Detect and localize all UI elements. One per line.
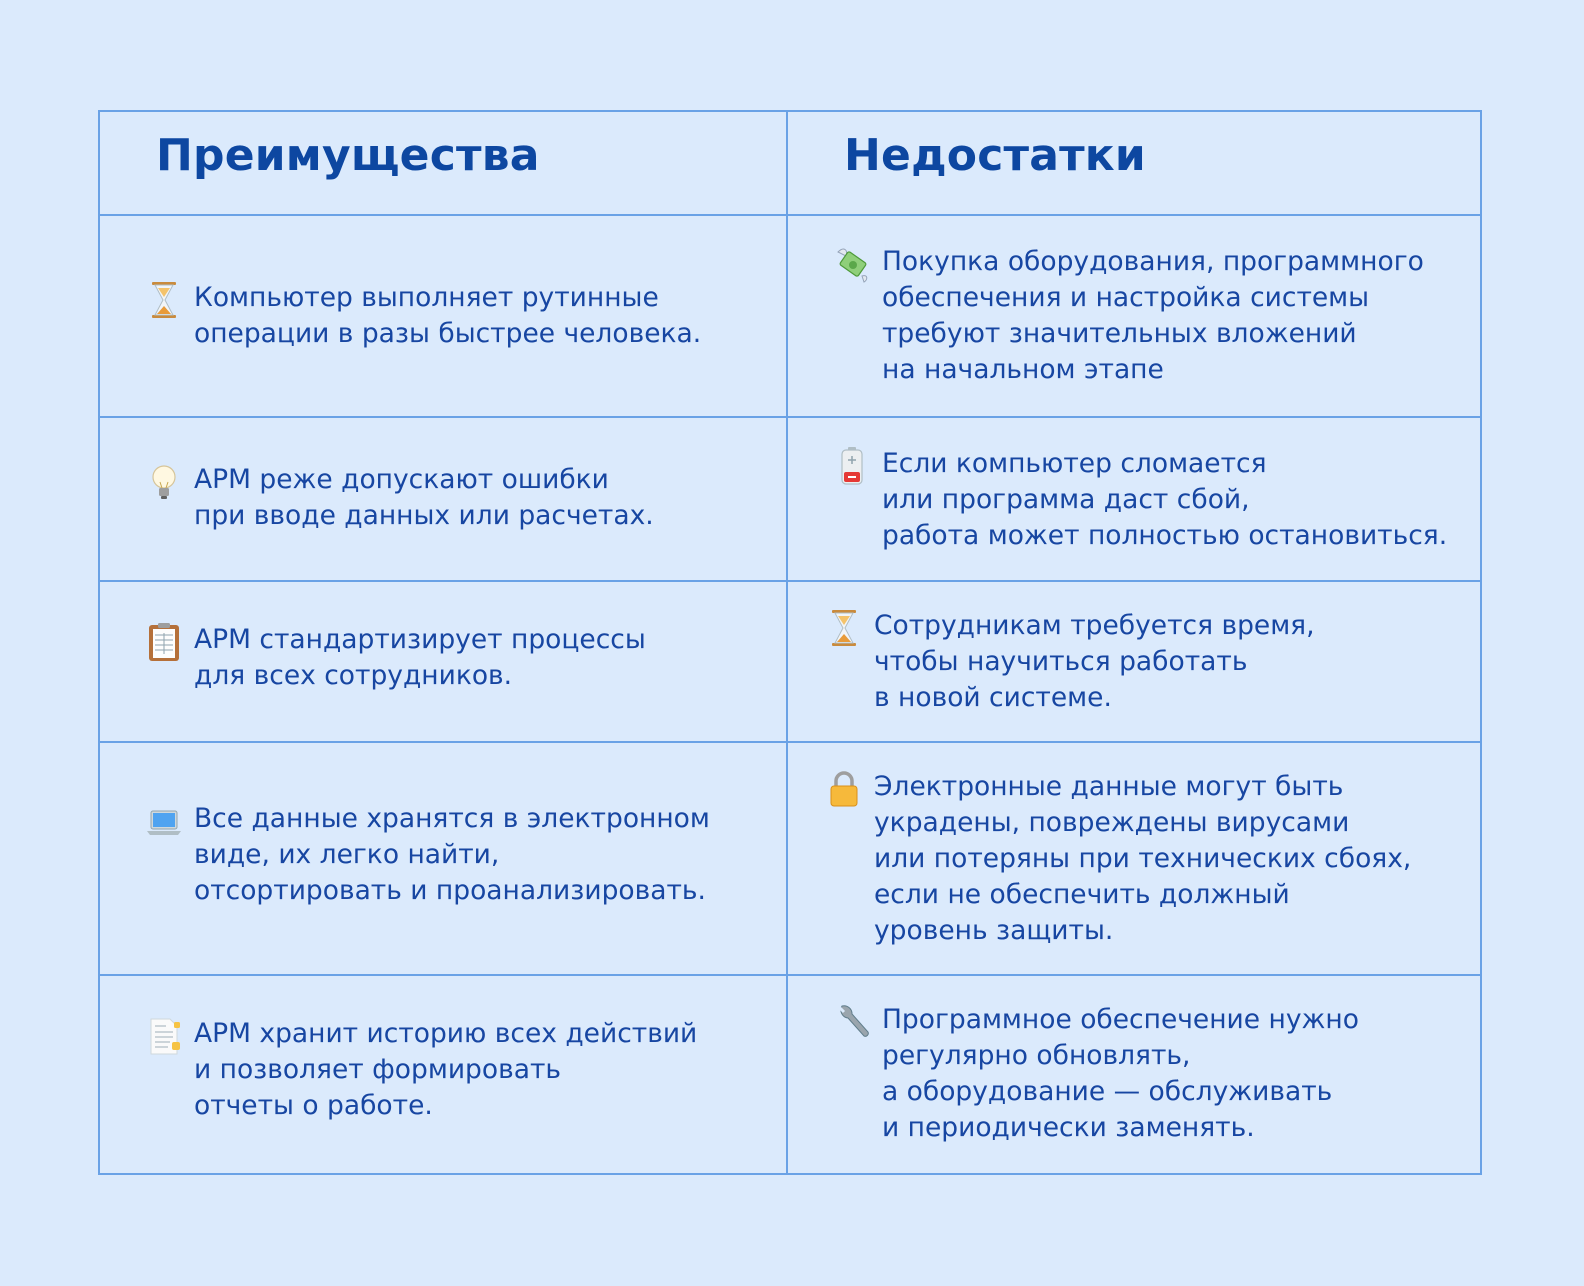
advantage-item [144, 1016, 697, 1124]
table-row [100, 974, 1480, 1173]
advantage-item [144, 462, 654, 534]
advantage-text: Все данные хранятся в электронном виде, их легко найти, отсортировать и проанализировать. [194, 803, 710, 906]
advantage-cell [100, 418, 788, 580]
advantage-text: АРМ реже допускают ошибки при вводе данных или расчетах. [194, 464, 654, 531]
light-bulb-icon [144, 462, 184, 502]
advantage-item [144, 622, 646, 694]
lock-icon [824, 769, 864, 809]
disadvantage-cell [788, 582, 1480, 741]
low-battery-icon [832, 446, 872, 486]
hourglass-icon [824, 608, 864, 648]
table-row [100, 741, 1480, 974]
table-header [100, 112, 1480, 214]
advantage-text: АРМ хранит историю всех действий и позволяет формировать отчеты о работе. [194, 1018, 698, 1121]
header-cell-advantages [100, 112, 788, 214]
header-cell-disadvantages [788, 112, 1480, 214]
disadvantage-item [832, 446, 1447, 554]
advantages-title: Преимущества [156, 130, 540, 181]
disadvantage-text: Электронные данные могут быть украдены, повреждены вирусами или потеряны при технических сбоях, если не обеспечить должный уровень защиты. [874, 771, 1412, 946]
advantage-item [144, 280, 701, 352]
pros-cons-table [98, 110, 1482, 1175]
money-with-wings-icon [832, 244, 872, 284]
advantage-text: АРМ стандартизирует процессы для всех сотрудников. [194, 624, 646, 691]
disadvantage-text: Покупка оборудования, программного обеспечения и настройка системы требуют значительных вложений на начальном этапе [882, 246, 1424, 385]
advantage-cell [100, 976, 788, 1173]
clipboard-icon [144, 622, 184, 662]
disadvantage-cell [788, 418, 1480, 580]
disadvantage-cell [788, 743, 1480, 974]
table-row [100, 416, 1480, 580]
table-row [100, 580, 1480, 741]
disadvantage-item [832, 1002, 1359, 1146]
disadvantage-item [824, 608, 1315, 716]
advantage-item [144, 801, 710, 909]
disadvantage-cell [788, 216, 1480, 416]
disadvantage-cell [788, 976, 1480, 1173]
disadvantage-text: Программное обеспечение нужно регулярно обновлять, а оборудование — обслуживать и периодически заменять. [882, 1004, 1359, 1143]
disadvantages-title: Недостатки [844, 130, 1146, 181]
hourglass-icon [144, 280, 184, 320]
wrench-icon [832, 1002, 872, 1042]
disadvantage-text: Если компьютер сломается или программа даст сбой, работа может полностью остановиться. [882, 448, 1448, 551]
table-row [100, 214, 1480, 416]
document-icon [144, 1016, 184, 1056]
disadvantage-item [832, 244, 1424, 388]
advantage-cell [100, 743, 788, 974]
advantage-cell [100, 582, 788, 741]
advantage-text: Компьютер выполняет рутинные операции в разы быстрее человека. [194, 282, 702, 349]
disadvantage-item [824, 769, 1411, 949]
disadvantage-text: Сотрудникам требуется время, чтобы научиться работать в новой системе. [874, 610, 1315, 713]
laptop-icon [144, 801, 184, 841]
advantage-cell [100, 216, 788, 416]
